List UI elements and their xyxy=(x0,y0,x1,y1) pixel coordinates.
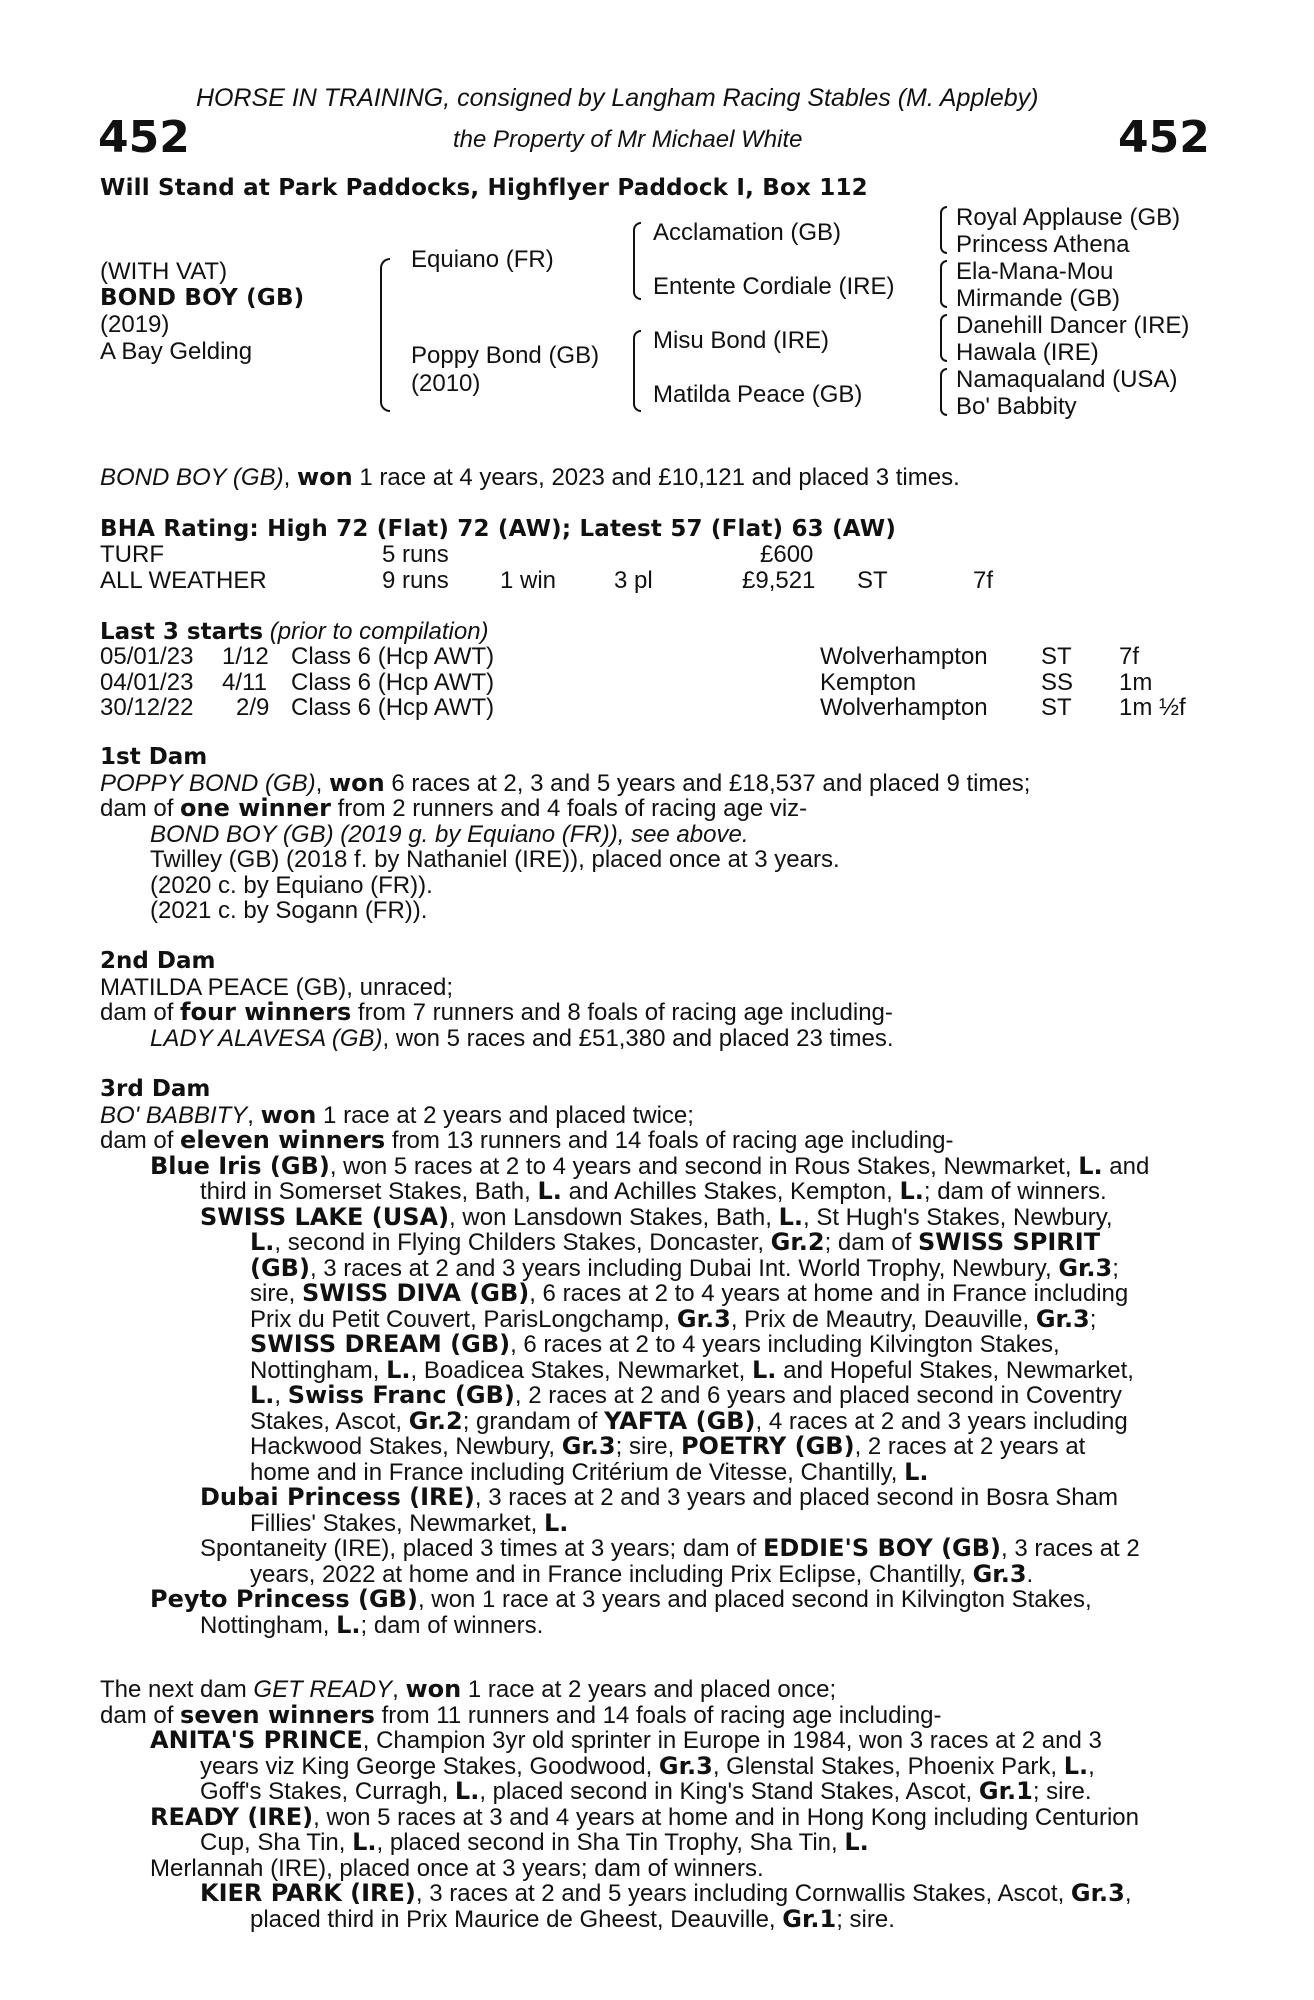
aw-label: ALL WEATHER xyxy=(100,567,267,594)
sire-label: ; sire, xyxy=(615,1433,681,1460)
next-dam-won: won xyxy=(405,1675,462,1703)
blue-iris-record: , won 5 races at 2 to 4 years and second in Rous Stakes, Newmarket, xyxy=(329,1152,1079,1180)
nottingham: Nottingham, xyxy=(250,1356,387,1384)
blue-iris-and: and xyxy=(1102,1152,1150,1180)
second-dam-line-2 xyxy=(100,1000,1200,1026)
start-1-going: ST xyxy=(1041,643,1072,670)
group-3-marker: Gr.3 xyxy=(1058,1253,1113,1282)
ready-name: READY (IRE) xyxy=(150,1802,314,1831)
swiss-lake-flying-childers: , second in Flying Childers Stakes, Doncaster, xyxy=(274,1229,771,1256)
criterium-line xyxy=(100,1457,1200,1486)
group-3-marker: Gr.3 xyxy=(1035,1304,1090,1333)
listed-marker: L. xyxy=(544,1508,569,1537)
listed-marker: L. xyxy=(454,1777,480,1805)
start-3-dist: 1m ½f xyxy=(1119,694,1186,721)
grandam-of: ; grandam of xyxy=(462,1407,605,1435)
ready-line-1 xyxy=(100,1802,1200,1831)
granddam-line-5: Danehill Dancer (IRE) xyxy=(956,312,1190,339)
listed-marker: L. xyxy=(336,1610,361,1639)
property-line: the Property of Mr Michael White xyxy=(453,126,803,153)
aw-prize: £9,521 xyxy=(742,567,816,594)
yafta-name: YAFTA (GB) xyxy=(604,1406,756,1435)
merlannah-line: Merlannah (IRE), placed once at 3 years; dam of winners. xyxy=(150,1854,764,1882)
start-2-pos: 4/11 xyxy=(222,669,267,696)
swiss-franc-line: L., Swiss Franc (GB), 2 races at 2 and 6 years and placed second in Coventry xyxy=(250,1381,1122,1409)
next-dam-winners: seven winners xyxy=(180,1700,375,1729)
progeny-lady-alavesa-record: , won 5 races and £51,380 and placed 23 times. xyxy=(382,1024,894,1052)
start-2-date: 04/01/23 xyxy=(100,669,194,696)
boadicea-stakes: , Boadicea Stakes, Newmarket, xyxy=(410,1356,752,1384)
start-3-date: 30/12/22 xyxy=(100,694,194,721)
pedigree-brace-dam xyxy=(633,330,641,412)
anita-line-1 xyxy=(100,1728,1200,1754)
prix-eclipse: years, 2022 at home and in France including Prix Eclipse, Chantilly, xyxy=(250,1560,973,1588)
pedigree-brace-main xyxy=(380,258,390,412)
third-dam-line-2 xyxy=(100,1128,1200,1154)
dam-year: (2010) xyxy=(411,370,481,397)
vat-label: (WITH VAT) xyxy=(100,258,228,285)
first-dam-title: 1st Dam xyxy=(100,744,208,770)
listed-marker: L. xyxy=(537,1177,562,1205)
swiss-lake-st-hugh: , St Hugh's Stakes, Newbury, xyxy=(803,1203,1113,1231)
first-dam-progeny-2: Twilley (GB) (2018 f. by Nathaniel (IRE)), placed once at 3 years. xyxy=(150,846,840,873)
next-dam-name: GET READY xyxy=(253,1676,393,1703)
group-1-marker: Gr.1 xyxy=(978,1777,1033,1805)
swiss-lake-dam-of: ; dam of xyxy=(824,1229,918,1256)
hackwood-stakes: Hackwood Stakes, Newbury, xyxy=(250,1433,562,1460)
start-3-class: Class 6 (Hcp AWT) xyxy=(291,694,495,721)
start-1-dist: 7f xyxy=(1119,643,1140,670)
turf-label: TURF xyxy=(100,541,164,568)
sire-label: sire, xyxy=(250,1280,303,1307)
dam-sire-name: Misu Bond (IRE) xyxy=(653,327,830,354)
goffs-stakes: Goff's Stakes, Curragh, xyxy=(200,1778,455,1805)
eclipse-line xyxy=(100,1559,1200,1588)
first-dam-progeny-1 xyxy=(100,822,1200,848)
group-3-marker: Gr.3 xyxy=(676,1304,731,1333)
summary-rest: 1 race at 4 years, 2023 and £10,121 and placed 3 times. xyxy=(352,464,960,491)
separator: ; xyxy=(1089,1305,1097,1333)
first-dam-won: won xyxy=(328,768,385,797)
stand-line: Will Stand at Park Paddocks, Highflyer Paddock I, Box 112 xyxy=(100,175,868,201)
swiss-dream-record: , 6 races at 2 to 4 years including Kilvington Stakes, xyxy=(510,1331,1060,1358)
turf-prize: £600 xyxy=(760,541,814,568)
nottingham-line xyxy=(100,1355,1200,1384)
fillies-line xyxy=(100,1508,1200,1537)
group-3-marker: Gr.3 xyxy=(972,1559,1027,1588)
period: . xyxy=(1026,1560,1034,1588)
first-dam-line-1: POPPY BOND (GB), won 6 races at 2, 3 and 5 years and £18,537 and placed 9 times; xyxy=(100,768,1031,797)
listed-marker: L. xyxy=(899,1177,924,1205)
listed-marker: L. xyxy=(778,1202,803,1231)
nottingham: Nottingham, xyxy=(200,1611,337,1639)
blue-iris-third: third in Somerset Stakes, Bath, xyxy=(200,1178,538,1205)
group-3-marker: Gr.3 xyxy=(1070,1879,1125,1907)
first-dam-line-2 xyxy=(100,796,1200,822)
progeny-bond-boy: BOND BOY (GB) xyxy=(150,820,334,848)
fillies-stakes: Fillies' Stakes, Newmarket, xyxy=(250,1509,544,1537)
blue-iris-dam-of: ; dam of winners. xyxy=(923,1178,1107,1205)
swiss-lake-line-2 xyxy=(100,1230,1200,1256)
next-dam-line-1 xyxy=(100,1677,1200,1703)
peyto-nottingham-line xyxy=(100,1610,1200,1639)
next-dam-section xyxy=(100,1677,1200,1932)
spontaneity-line xyxy=(100,1536,1200,1562)
kier-park-line-1: KIER PARK (IRE), 3 races at 2 and 5 years including Cornwallis Stakes, Ascot, Gr.3, xyxy=(200,1879,1132,1907)
hopeful-stakes: and Hopeful Stakes, Newmarket, xyxy=(776,1356,1134,1384)
first-dam-progeny-3: (2020 c. by Equiano (FR)). xyxy=(150,871,433,899)
first-dam-progeny-4: (2021 c. by Sogann (FR)). xyxy=(150,897,428,924)
listed-marker: L. xyxy=(1078,1151,1103,1180)
pedigree-brace-sire xyxy=(633,222,641,300)
group-2-marker: Gr.2 xyxy=(770,1228,825,1256)
third-dam-title: 3rd Dam xyxy=(100,1076,211,1102)
third-dam-foals: from 13 runners and 14 foals of racing age including- xyxy=(385,1127,954,1154)
dubai-princess-record: , 3 races at 2 and 3 years and placed second in Bosra Sham xyxy=(474,1484,1118,1511)
swiss-lake-name: SWISS LAKE (USA) xyxy=(200,1202,450,1231)
swiss-diva-record: , 6 races at 2 to 4 years at home and in France including xyxy=(529,1280,1129,1307)
progeny-lady-alavesa: LADY ALAVESA (GB) xyxy=(150,1024,383,1052)
blue-iris-name: Blue Iris (GB) xyxy=(150,1151,330,1180)
blue-iris-line-1 xyxy=(100,1151,1200,1180)
horse-year: (2019) xyxy=(100,311,170,338)
second-dam-section xyxy=(100,949,1200,1051)
second-dam-title: 2nd Dam xyxy=(100,948,216,974)
swiss-diva-name: SWISS DIVA (GB) xyxy=(302,1279,530,1307)
hackwood-line xyxy=(100,1434,1200,1460)
horse-name: BOND BOY (GB) xyxy=(100,285,305,311)
swiss-dream-line xyxy=(100,1332,1200,1358)
start-2-dist: 1m xyxy=(1119,669,1153,696)
listed-marker: L. xyxy=(904,1457,929,1486)
group-3-marker: Gr.3 xyxy=(561,1432,616,1460)
separator: ; xyxy=(1112,1254,1119,1282)
second-dam-line-1: MATILDA PEACE (GB), unraced; xyxy=(100,973,454,1001)
prix-maurice-de-gheest: placed third in Prix Maurice de Gheest, Deauville, xyxy=(250,1905,783,1933)
swiss-lake-line-1 xyxy=(100,1202,1200,1231)
listed-marker: L. xyxy=(250,1381,275,1409)
poetry-name: POETRY (GB) xyxy=(680,1432,855,1460)
granddam-line-3: Ela-Mana-Mou xyxy=(956,258,1114,285)
granddam-line-7: Namaqualand (USA) xyxy=(956,366,1178,393)
dam-dam-name: Matilda Peace (GB) xyxy=(653,381,863,408)
third-dam-line-1: BO' BABBITY, won 1 race at 2 years and placed twice; xyxy=(100,1100,694,1129)
king-george-stakes: years viz King George Stakes, Goodwood, xyxy=(200,1752,659,1780)
dubai-princess-line xyxy=(100,1485,1200,1511)
blue-iris-line-2 xyxy=(100,1179,1200,1205)
first-dam-name: POPPY BOND (GB) xyxy=(100,769,316,797)
next-dam-dam-of: dam of xyxy=(100,1701,181,1729)
listed-marker: L. xyxy=(844,1828,869,1856)
granddam-line-1: Royal Applause (GB) xyxy=(956,204,1181,231)
anitas-prince-record: , Champion 3yr old sprinter in Europe in 1984, won 3 races at 2 and 3 xyxy=(362,1727,1102,1754)
start-1-pos: 1/12 xyxy=(222,643,269,670)
criterium-de-vitesse: home and in France including Critérium de Vitesse, Chantilly, xyxy=(250,1458,905,1486)
ascot-line xyxy=(100,1406,1200,1435)
swiss-spirit-name: SWISS SPIRIT xyxy=(917,1228,1101,1256)
aw-distance: 7f xyxy=(973,567,994,594)
eddies-boy-record: , 3 races at 2 xyxy=(1001,1535,1140,1562)
granddam-line-2: Princess Athena xyxy=(956,231,1130,258)
next-dam-line-2 xyxy=(100,1700,1200,1729)
consignor-line: HORSE IN TRAINING, consigned by Langham Racing Stables (M. Appleby) xyxy=(196,84,1039,112)
kings-stand-stakes: , placed second in King's Stand Stakes, Ascot, xyxy=(479,1778,979,1805)
granddam-line-6: Hawala (IRE) xyxy=(956,339,1099,366)
anita-line-3 xyxy=(100,1779,1200,1805)
sire-sire-name: Acclamation (GB) xyxy=(653,219,842,246)
pedigree-brace-g2 xyxy=(940,260,947,308)
swiss-spirit-line xyxy=(100,1253,1200,1282)
listed-marker: L. xyxy=(386,1355,411,1384)
ready-line-2 xyxy=(100,1830,1200,1856)
progeny-bond-boy-note: (2019 g. by Equiano (FR)), see above. xyxy=(333,820,749,848)
first-dam-winners: one winner xyxy=(180,794,331,822)
prix-meautry: , Prix de Meautry, Deauville, xyxy=(730,1305,1036,1333)
first-dam-foals: from 2 runners and 4 foals of racing age viz- xyxy=(330,795,808,822)
third-dam-winners: eleven winners xyxy=(180,1126,386,1154)
yafta-record: , 4 races at 2 and 3 years including xyxy=(755,1407,1128,1435)
bha-rating-title: BHA Rating: High 72 (Flat) 72 (AW); Latest 57 (Flat) 63 (AW) xyxy=(100,516,897,542)
pedigree-brace-g4 xyxy=(940,368,947,416)
sire-note: ; sire. xyxy=(1032,1778,1092,1805)
peyto-princess-name: Peyto Princess (GB) xyxy=(150,1585,418,1613)
ready-record: , won 5 races at 3 and 4 years at home and in Hong Kong including Centurion xyxy=(313,1803,1139,1831)
next-dam-record: 1 race at 2 years and placed once; xyxy=(461,1676,837,1703)
kier-park-line-2 xyxy=(100,1904,1200,1933)
first-dam-record: 6 races at 2, 3 and 5 years and £18,537 and placed 9 times; xyxy=(384,769,1031,797)
third-dam-dam-of: dam of xyxy=(100,1127,181,1154)
granddam-line-8: Bo' Babbity xyxy=(956,393,1077,420)
start-2-course: Kempton xyxy=(820,669,917,696)
first-dam-dam-of: dam of xyxy=(100,795,181,822)
coventry-ascot: Stakes, Ascot, xyxy=(250,1407,409,1435)
pedigree-brace-g1 xyxy=(940,206,947,254)
swiss-spirit-country: (GB) xyxy=(250,1253,310,1282)
granddam-line-4: Mirmande (GB) xyxy=(956,285,1121,312)
separator: , xyxy=(392,1676,406,1703)
dam-of-winners: ; dam of winners. xyxy=(360,1611,544,1639)
start-3-pos: 2/9 xyxy=(236,694,270,721)
second-dam-winners: four winners xyxy=(180,998,352,1026)
anita-line-2: years viz King George Stakes, Goodwood, Gr.3, Glenstal Stakes, Phoenix Park, L., xyxy=(200,1751,1095,1780)
aw-placed: 3 pl xyxy=(614,567,653,594)
sire-dam-name: Entente Cordiale (IRE) xyxy=(653,273,895,300)
third-dam-name: BO' BABBITY xyxy=(100,1101,248,1129)
swiss-dream-name: SWISS DREAM (GB) xyxy=(250,1330,511,1358)
swiss-diva-line xyxy=(100,1281,1200,1307)
second-dam-progeny-1 xyxy=(100,1026,1200,1052)
lot-number-left: 452 xyxy=(98,112,190,163)
aw-wins: 1 win xyxy=(500,567,557,594)
eddies-boy-name: EDDIE'S BOY (GB) xyxy=(762,1534,1001,1562)
prix-line xyxy=(100,1304,1200,1333)
listed-marker: L. xyxy=(250,1228,275,1256)
last-starts-heading xyxy=(100,618,489,646)
turf-runs: 5 runs xyxy=(382,541,449,568)
summary-won: won xyxy=(296,463,353,491)
sha-tin-trophy: , placed second in Sha Tin Trophy, Sha Tin, xyxy=(376,1829,845,1856)
start-2-going: SS xyxy=(1041,669,1074,696)
glenstal-stakes: , Glenstal Stakes, Phoenix Park, xyxy=(712,1752,1064,1780)
start-2-class: Class 6 (Hcp AWT) xyxy=(291,669,495,696)
third-dam-section xyxy=(100,1077,1200,1638)
group-2-marker: Gr.2 xyxy=(408,1406,463,1435)
start-1-date: 05/01/23 xyxy=(100,643,194,670)
third-dam-won: won xyxy=(260,1100,317,1129)
horse-description: A Bay Gelding xyxy=(100,338,253,365)
second-dam-dam-of: dam of xyxy=(100,999,181,1026)
summary-horse-name: BOND BOY (GB) xyxy=(100,464,284,491)
poetry-record: , 2 races at 2 years at xyxy=(854,1433,1086,1460)
race-summary: BOND BOY (GB), won 1 race at 4 years, 2023 and £10,121 and placed 3 times. xyxy=(100,463,960,491)
swiss-franc-record: , 2 races at 2 and 6 years and placed second in Coventry xyxy=(514,1382,1122,1409)
dubai-princess-name: Dubai Princess (IRE) xyxy=(200,1483,475,1511)
pedigree-brace-g3 xyxy=(940,314,947,362)
sire-name: Equiano (FR) xyxy=(411,246,554,273)
swiss-franc-name: Swiss Franc (GB) xyxy=(287,1381,515,1409)
group-1-marker: Gr.1 xyxy=(782,1904,837,1933)
group-3-marker: Gr.3 xyxy=(658,1751,713,1780)
centurion-cup: Cup, Sha Tin, xyxy=(200,1829,353,1856)
swiss-lake-lansdown: , won Lansdown Stakes, Bath, xyxy=(449,1203,779,1231)
start-3-course: Wolverhampton xyxy=(820,694,988,721)
listed-marker: L. xyxy=(1063,1751,1089,1780)
spontaneity-record: Spontaneity (IRE), placed 3 times at 3 years; dam of xyxy=(200,1535,763,1562)
aw-runs: 9 runs xyxy=(382,567,449,594)
prix-petit-couvert: Prix du Petit Couvert, ParisLongchamp, xyxy=(250,1305,677,1333)
peyto-princess-record: , won 1 race at 3 years and placed second in Kilvington Stakes, xyxy=(417,1586,1092,1613)
start-1-class: Class 6 (Hcp AWT) xyxy=(291,643,495,670)
sire-note: ; sire. xyxy=(836,1905,895,1933)
listed-marker: L. xyxy=(352,1828,377,1856)
start-1-course: Wolverhampton xyxy=(820,643,988,670)
second-dam-foals: from 7 runners and 8 foals of racing age including- xyxy=(351,999,893,1026)
blue-iris-achilles: and Achilles Stakes, Kempton, xyxy=(561,1178,900,1205)
anitas-prince-name: ANITA'S PRINCE xyxy=(150,1726,363,1754)
kier-park-name: KIER PARK (IRE) xyxy=(200,1879,416,1907)
first-dam-section xyxy=(100,745,1200,924)
start-3-going: ST xyxy=(1041,694,1072,721)
swiss-spirit-record: , 3 races at 2 and 3 years including Dubai Int. World Trophy, Newbury, xyxy=(309,1254,1059,1282)
next-dam-foals: from 11 runners and 14 foals of racing age including- xyxy=(374,1701,942,1729)
last-starts-title: Last 3 starts xyxy=(100,619,264,645)
kier-park-record: , 3 races at 2 and 5 years including Cornwallis Stakes, Ascot, xyxy=(415,1880,1071,1907)
lot-number-right: 452 xyxy=(1118,112,1210,163)
third-dam-record: 1 race at 2 years and placed twice; xyxy=(316,1101,694,1129)
aw-going: ST xyxy=(857,567,888,594)
last-starts-note: (prior to compilation) xyxy=(269,618,489,645)
peyto-princess-line xyxy=(100,1587,1200,1613)
next-dam-label: The next dam xyxy=(100,1676,254,1703)
listed-marker: L. xyxy=(751,1355,777,1384)
dam-name: Poppy Bond (GB) xyxy=(411,342,600,369)
